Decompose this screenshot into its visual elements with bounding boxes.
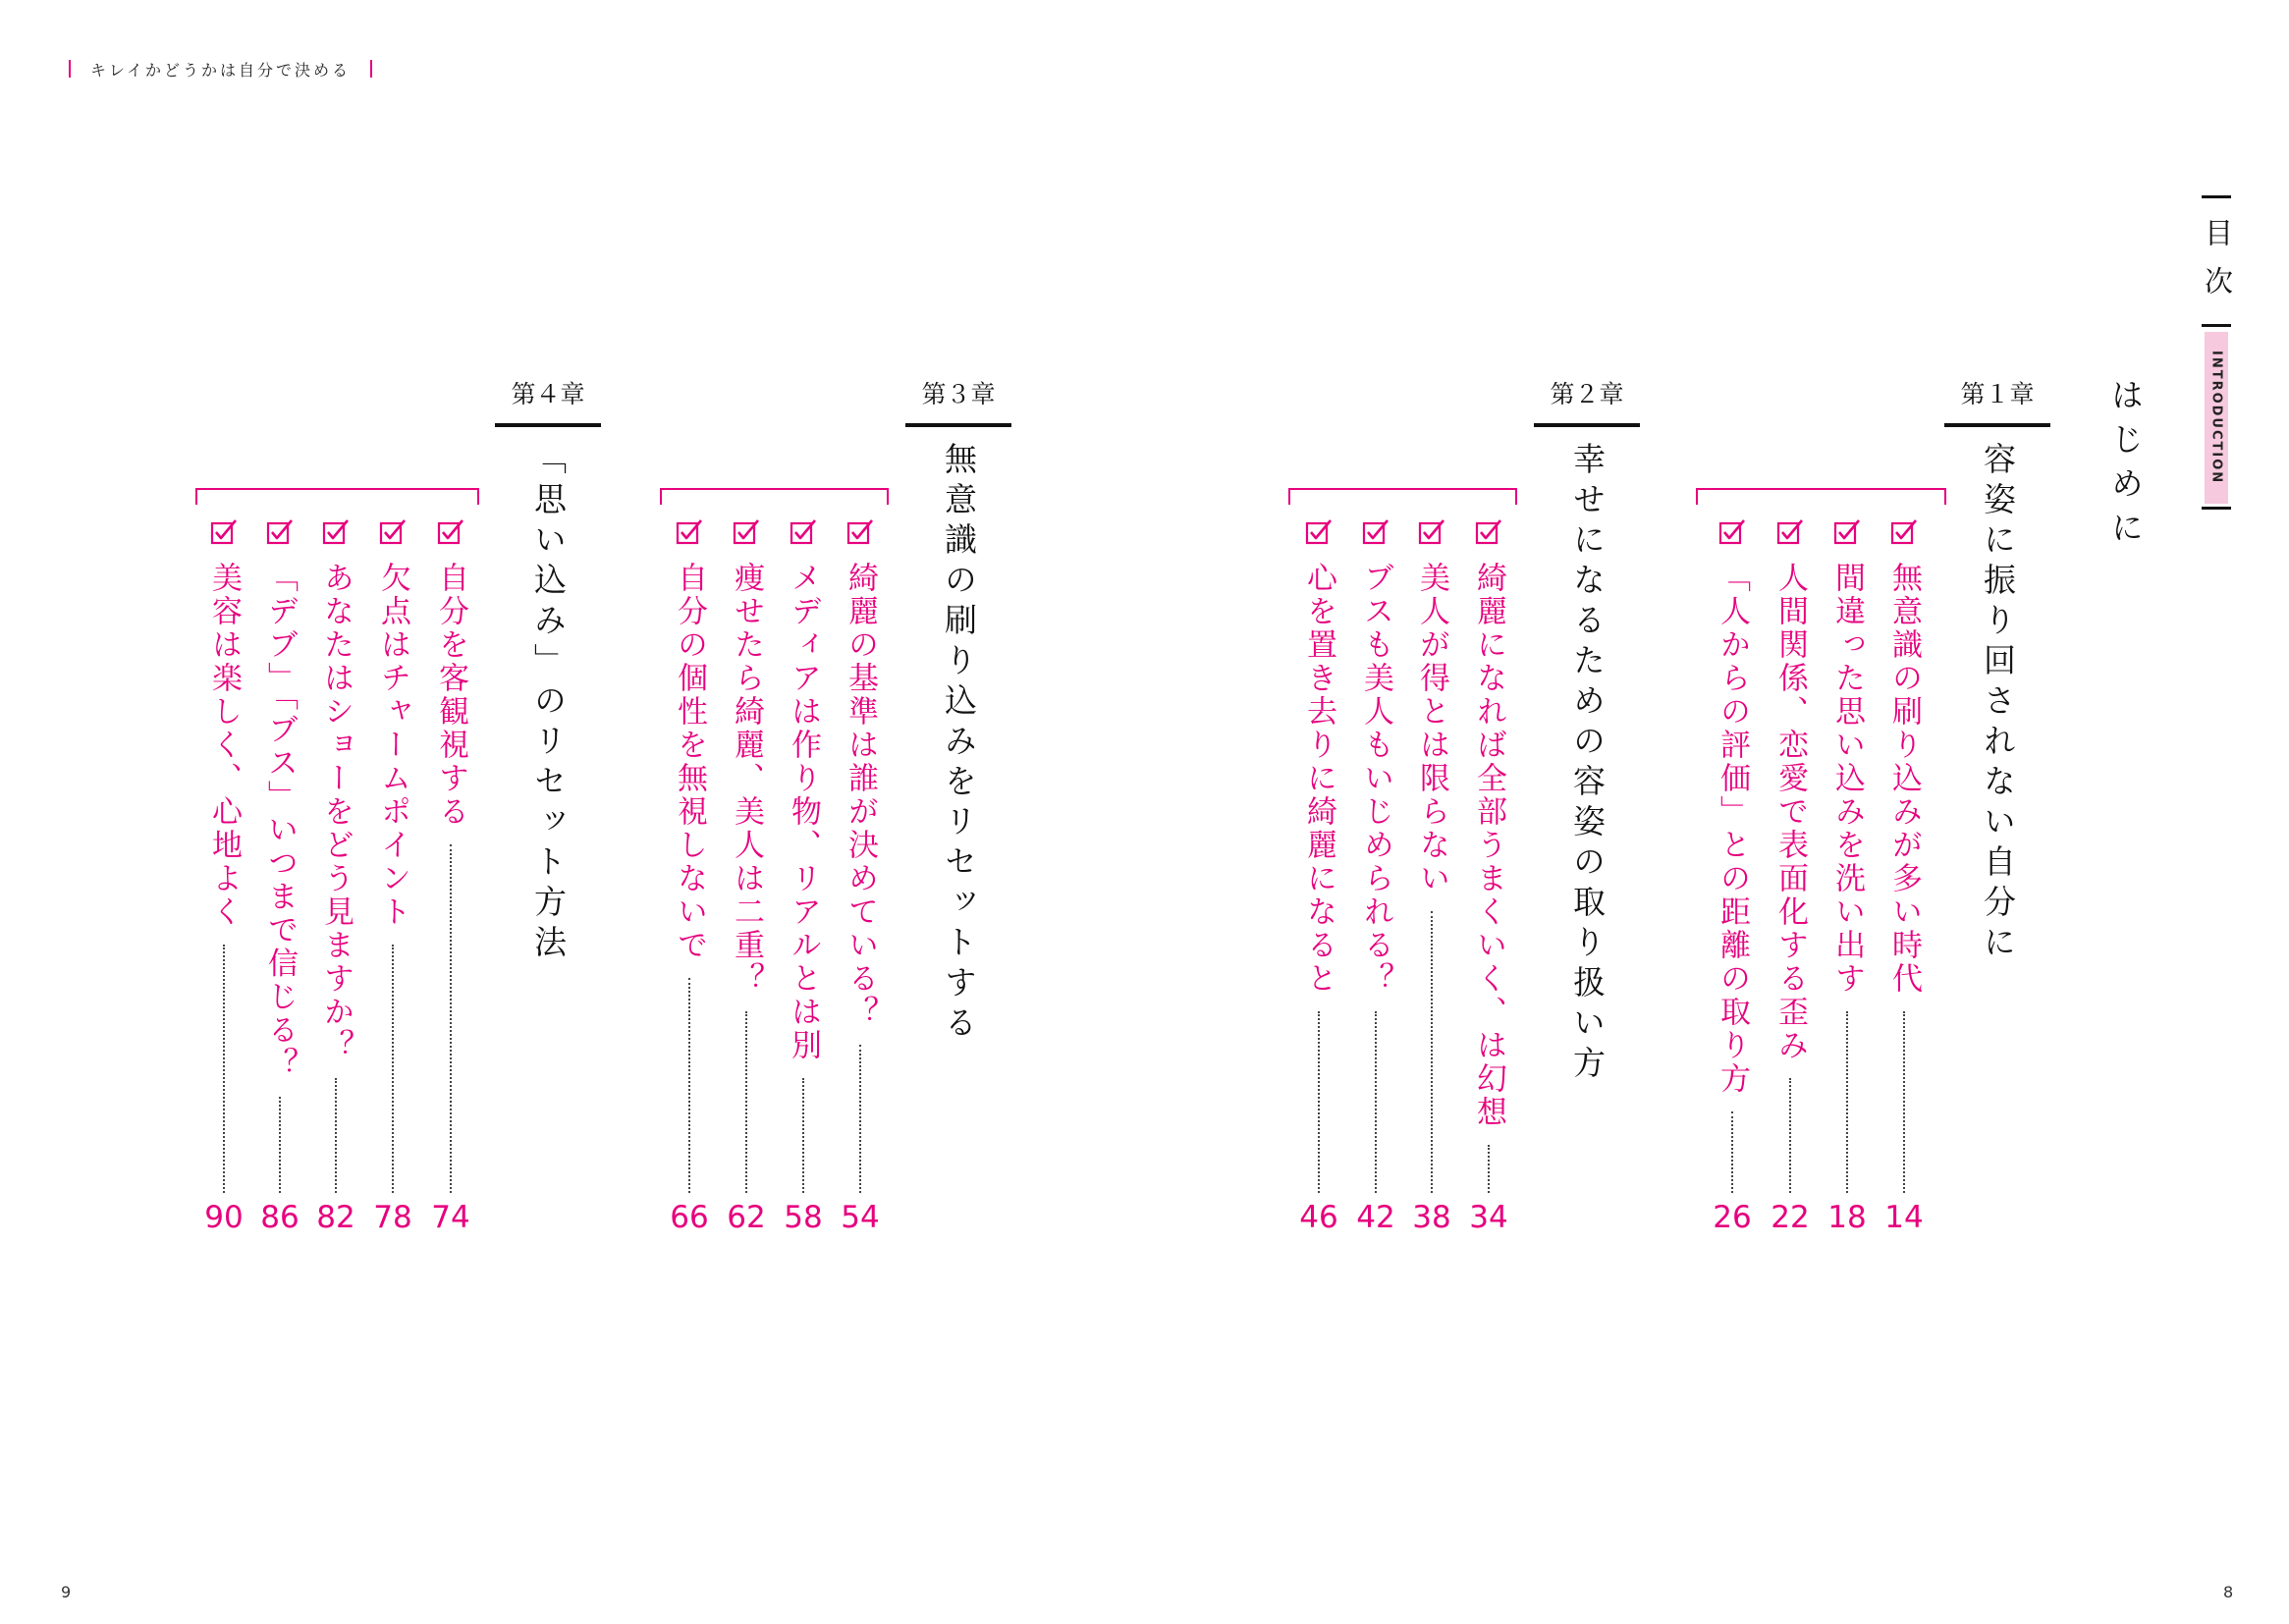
checkbox-wrapper [1718, 518, 1755, 550]
toc-title: 目次 [2201, 218, 2234, 314]
hajimeni-entry[interactable]: はじめに [2106, 378, 2145, 555]
leader-dots [1731, 1111, 1733, 1193]
checkbox-icon [790, 518, 817, 546]
leader-dots [859, 1045, 861, 1193]
toc-entry[interactable] [257, 518, 302, 1245]
checkbox-icon [437, 518, 464, 546]
toc-entry[interactable] [1825, 518, 1870, 1245]
leader-dots [1789, 1078, 1791, 1193]
entry-title: 綺麗になれば全部うまくいく、は幻想 [1471, 562, 1506, 1129]
toc-entry[interactable] [1296, 518, 1341, 1245]
checkbox-wrapper [1475, 518, 1511, 550]
entries-bracket [1288, 488, 1517, 505]
checkbox-wrapper [733, 518, 769, 550]
leader-dots [1318, 1011, 1320, 1193]
checkbox-wrapper [437, 518, 473, 550]
toc-entry[interactable] [781, 518, 826, 1245]
running-header-text: キレイかどうかは自分で決める [90, 60, 352, 80]
page-number: 14 [1884, 1200, 1924, 1235]
leader-dots [1903, 1011, 1905, 1193]
checkbox-icon [1833, 518, 1861, 546]
page-number: 34 [1469, 1200, 1508, 1235]
leader-dots [1375, 1011, 1377, 1193]
page-number: 18 [1827, 1200, 1867, 1235]
running-header [69, 59, 372, 79]
entry-title: 美容は楽しく、心地よく [206, 562, 242, 929]
page-number: 66 [670, 1200, 709, 1235]
entry-title: 欠点はチャームポイント [375, 562, 410, 929]
checkbox-wrapper [1890, 518, 1927, 550]
entry-title: 心を置き去りに綺麗になると [1301, 562, 1336, 996]
chapter-label: 第２章 [1550, 380, 1624, 408]
page-number: 78 [373, 1200, 412, 1235]
chapter-title[interactable]: 「思い込み」のリセット方法 [529, 442, 568, 965]
entries-bracket [1696, 488, 1946, 505]
toc-rule-top [2202, 195, 2231, 198]
leader-dots [335, 1078, 337, 1193]
page-number: 54 [841, 1200, 880, 1235]
entry-title: 「デブ」「ブス」いつまで信じる？ [262, 562, 298, 1081]
checkbox-wrapper [1418, 518, 1454, 550]
entry-title: 「人からの評価」との距離の取り方 [1715, 562, 1750, 1096]
leader-dots [279, 1097, 281, 1194]
entry-title: メディアは作り物、リアルとは別 [786, 562, 821, 1062]
page-number: 26 [1713, 1200, 1752, 1235]
page-number: 42 [1356, 1200, 1395, 1235]
toc-entry[interactable] [838, 518, 883, 1245]
checkbox-wrapper [266, 518, 302, 550]
toc-entry[interactable] [370, 518, 415, 1245]
page-number: 74 [431, 1200, 470, 1235]
page-number: 58 [784, 1200, 823, 1235]
chapter-title[interactable]: 幸せになるための容姿の取り扱い方 [1568, 442, 1607, 1086]
checkbox-wrapper [210, 518, 246, 550]
checkbox-icon [733, 518, 760, 546]
entry-title: 自分の個性を無視しないで [672, 562, 707, 962]
chapter-label: 第３章 [921, 380, 996, 408]
folio-right: 8 [2223, 1583, 2234, 1601]
checkbox-icon [322, 518, 350, 546]
checkbox-wrapper [322, 518, 358, 550]
page-number: 82 [316, 1200, 355, 1235]
checkbox-icon [1305, 518, 1333, 546]
chapter-label: 第１章 [1960, 380, 2035, 408]
checkbox-icon [846, 518, 874, 546]
entries-bracket [660, 488, 889, 505]
folio-left: 9 [61, 1583, 72, 1601]
entry-title: 痩せたら綺麗、美人は二重？ [729, 562, 764, 996]
chapter-rule [495, 423, 601, 427]
checkbox-wrapper [790, 518, 826, 550]
leader-dots [688, 978, 690, 1193]
page-number: 86 [260, 1200, 300, 1235]
leader-dots [450, 844, 452, 1193]
checkbox-icon [676, 518, 703, 546]
toc-entry[interactable] [1710, 518, 1755, 1245]
page-number: 22 [1771, 1200, 1810, 1235]
leader-dots [1488, 1145, 1490, 1193]
chapter-title[interactable]: 容姿に振り回されない自分に [1979, 442, 2017, 965]
leader-dots [223, 945, 225, 1193]
checkbox-icon [1418, 518, 1445, 546]
toc-entry[interactable] [313, 518, 358, 1245]
leader-dots [392, 945, 394, 1193]
checkbox-wrapper [676, 518, 712, 550]
toc-entry[interactable] [1353, 518, 1398, 1245]
entry-title: 自分を客観視する [433, 562, 468, 829]
checkbox-icon [1475, 518, 1502, 546]
page-number: 62 [727, 1200, 766, 1235]
toc-rule-bottom [2202, 507, 2231, 510]
checkbox-icon [1776, 518, 1804, 546]
entry-title: 美人が得とは限らない [1414, 562, 1449, 895]
leader-dots [1846, 1011, 1848, 1193]
checkbox-wrapper [379, 518, 415, 550]
checkbox-icon [266, 518, 294, 546]
entry-title: ブスも美人もいじめられる？ [1358, 562, 1393, 996]
checkbox-icon [1362, 518, 1390, 546]
toc-entry[interactable] [201, 518, 246, 1245]
checkbox-wrapper [1305, 518, 1341, 550]
checkbox-wrapper [1362, 518, 1398, 550]
header-bar-left [69, 60, 71, 78]
entries-bracket [195, 488, 479, 505]
introduction-tab [2205, 332, 2228, 504]
entry-title: 人間関係、恋愛で表面化する歪み [1772, 562, 1808, 1062]
toc-entry[interactable] [724, 518, 769, 1245]
checkbox-wrapper [1776, 518, 1813, 550]
chapter-rule [905, 423, 1011, 427]
header-bar-right [370, 60, 372, 78]
chapter-rule [1534, 423, 1640, 427]
chapter-label: 第４章 [511, 380, 585, 408]
checkbox-wrapper [846, 518, 883, 550]
toc-rule-mid [2202, 324, 2231, 327]
checkbox-icon [1890, 518, 1918, 546]
checkbox-wrapper [1833, 518, 1870, 550]
leader-dots [745, 1011, 747, 1193]
chapter-title[interactable]: 無意識の刷り込みをリセットする [940, 442, 978, 1046]
toc-entry[interactable] [1768, 518, 1813, 1245]
toc-entry[interactable] [1881, 518, 1927, 1245]
checkbox-icon [379, 518, 407, 546]
introduction-tab-label: INTRODUCTION [2208, 351, 2224, 485]
leader-dots [802, 1078, 804, 1193]
entry-title: 間違った思い込みを洗い出す [1829, 562, 1865, 996]
leader-dots [1431, 911, 1433, 1193]
page-number: 38 [1412, 1200, 1451, 1235]
page-number: 46 [1299, 1200, 1338, 1235]
checkbox-icon [210, 518, 238, 546]
entry-title: あなたはショーをどう見ますか？ [318, 562, 354, 1062]
chapter-rule [1944, 423, 2050, 427]
entry-title: 無意識の刷り込みが多い時代 [1886, 562, 1922, 996]
toc-entry[interactable] [1409, 518, 1454, 1245]
toc-entry[interactable] [1466, 518, 1511, 1245]
entry-title: 綺麗の基準は誰が決めている？ [843, 562, 878, 1029]
page-number: 90 [204, 1200, 244, 1235]
checkbox-icon [1718, 518, 1746, 546]
toc-entry[interactable] [667, 518, 712, 1245]
toc-entry[interactable] [428, 518, 473, 1245]
